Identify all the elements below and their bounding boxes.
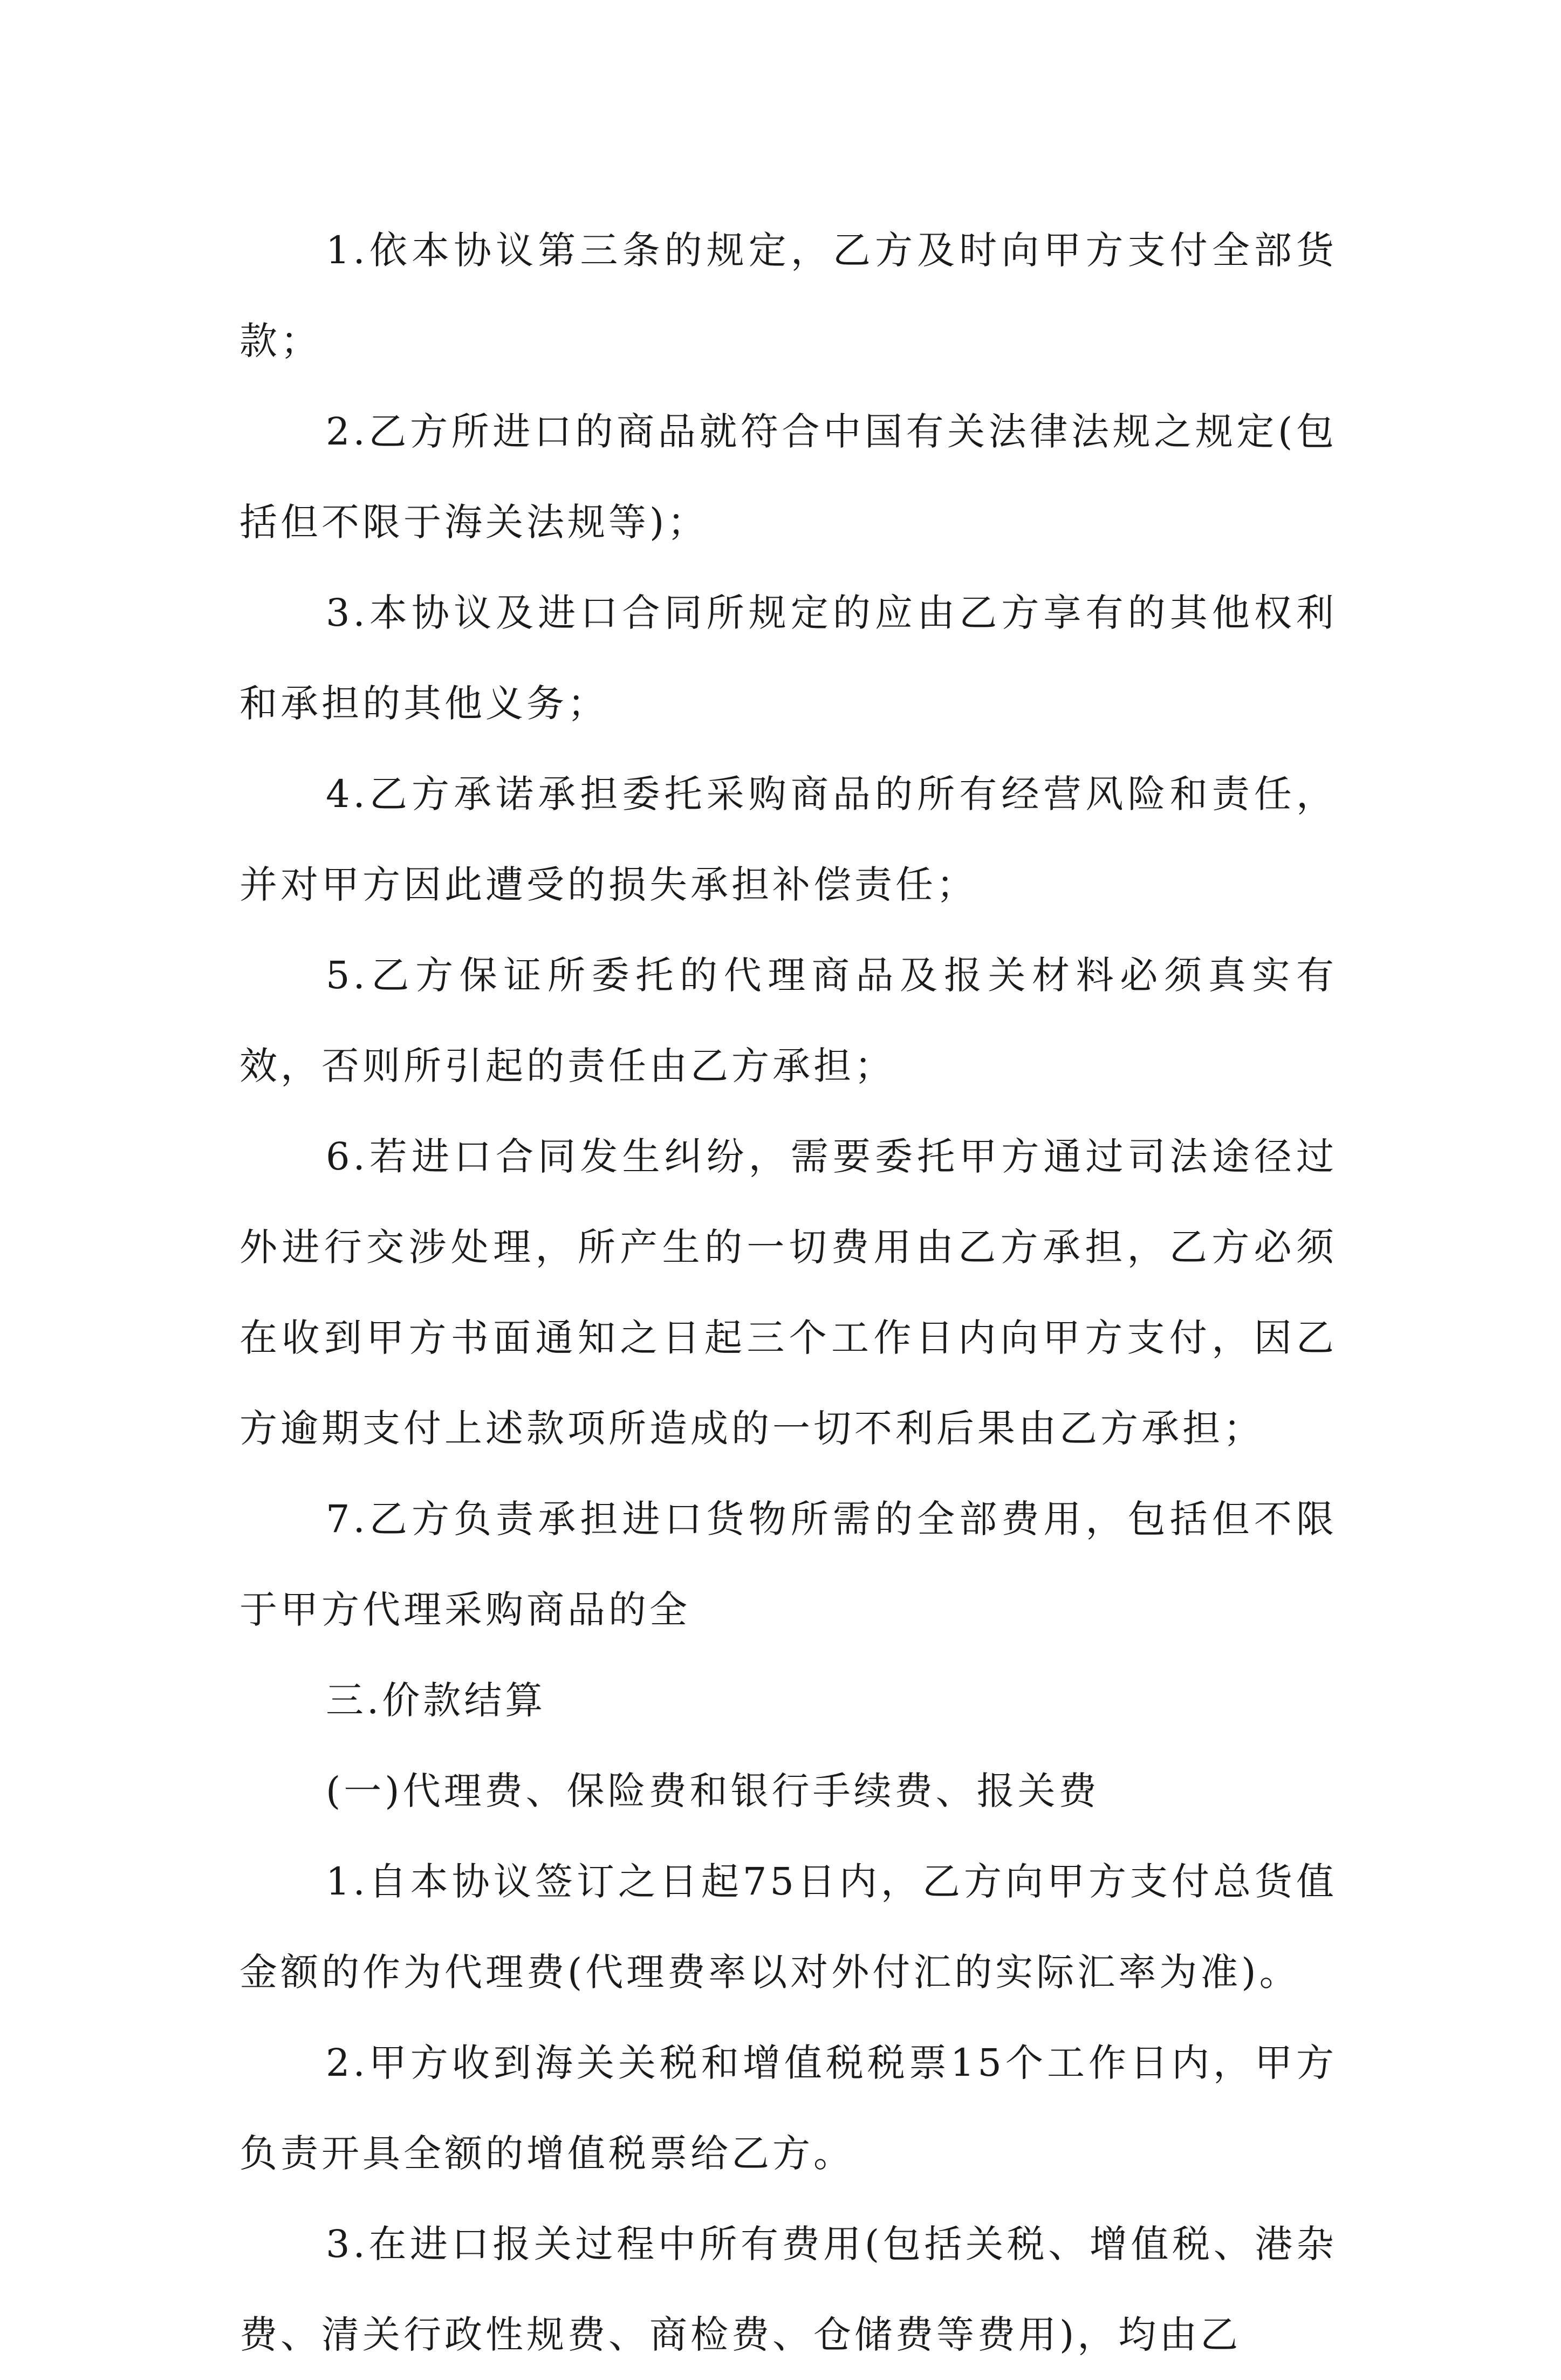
clause-4-paragraph: 4.乙方承诺承担委托采购商品的所有经营风险和责任，并对甲方因此遭受的损失承担补偿责任； [239,772,1337,907]
clause-7-paragraph: 7.乙方负责承担进口货物所需的全部费用，包括但不限于甲方代理采购商品的全 [239,1497,1337,1632]
clause-2-paragraph: 2.乙方所进口的商品就符合中国有关法律法规之规定(包括但不限于海关法规等)； [239,409,1337,544]
clause-3-paragraph: 3.本协议及进口合同所规定的应由乙方享有的其他权利和承担的其他义务； [239,591,1337,726]
settlement-clause-2-paragraph: 2.甲方收到海关关税和增值税税票15个工作日内，甲方负责开具全额的增值税票给乙方。 [239,2041,1337,2176]
settlement-clause-3-paragraph: 3.在进口报关过程中所有费用(包括关税、增值税、港杂费、清关行政性规费、商检费、仓储费等费用)，均由乙 [239,2222,1337,2357]
settlement-clause-1-paragraph: 1.自本协议签订之日起75日内，乙方向甲方支付总货值金额的作为代理费(代理费率以对外付汇的实际汇率为准)。 [239,1859,1337,1994]
subsection-heading-fees: (一)代理费、保险费和银行手续费、报关费 [326,1769,1100,1813]
clause-6-paragraph: 6.若进口合同发生纠纷，需要委托甲方通过司法途径过外进行交涉处理，所产生的一切费用由乙方承担，乙方必须在收到甲方书面通知之日起三个工作日内向甲方支付，因乙方逾期支付上述款项所造成的一切不利后果由乙方承担； [239,1134,1337,1451]
document-body [239,205,1337,2380]
clause-5-paragraph: 5.乙方保证所委托的代理商品及报关材料必须真实有效，否则所引起的责任由乙方承担； [239,953,1337,1088]
clause-1-paragraph: 1.依本协议第三条的规定，乙方及时向甲方支付全部货款； [239,228,1337,363]
section-heading-price-settlement: 三.价款结算 [326,1678,546,1722]
